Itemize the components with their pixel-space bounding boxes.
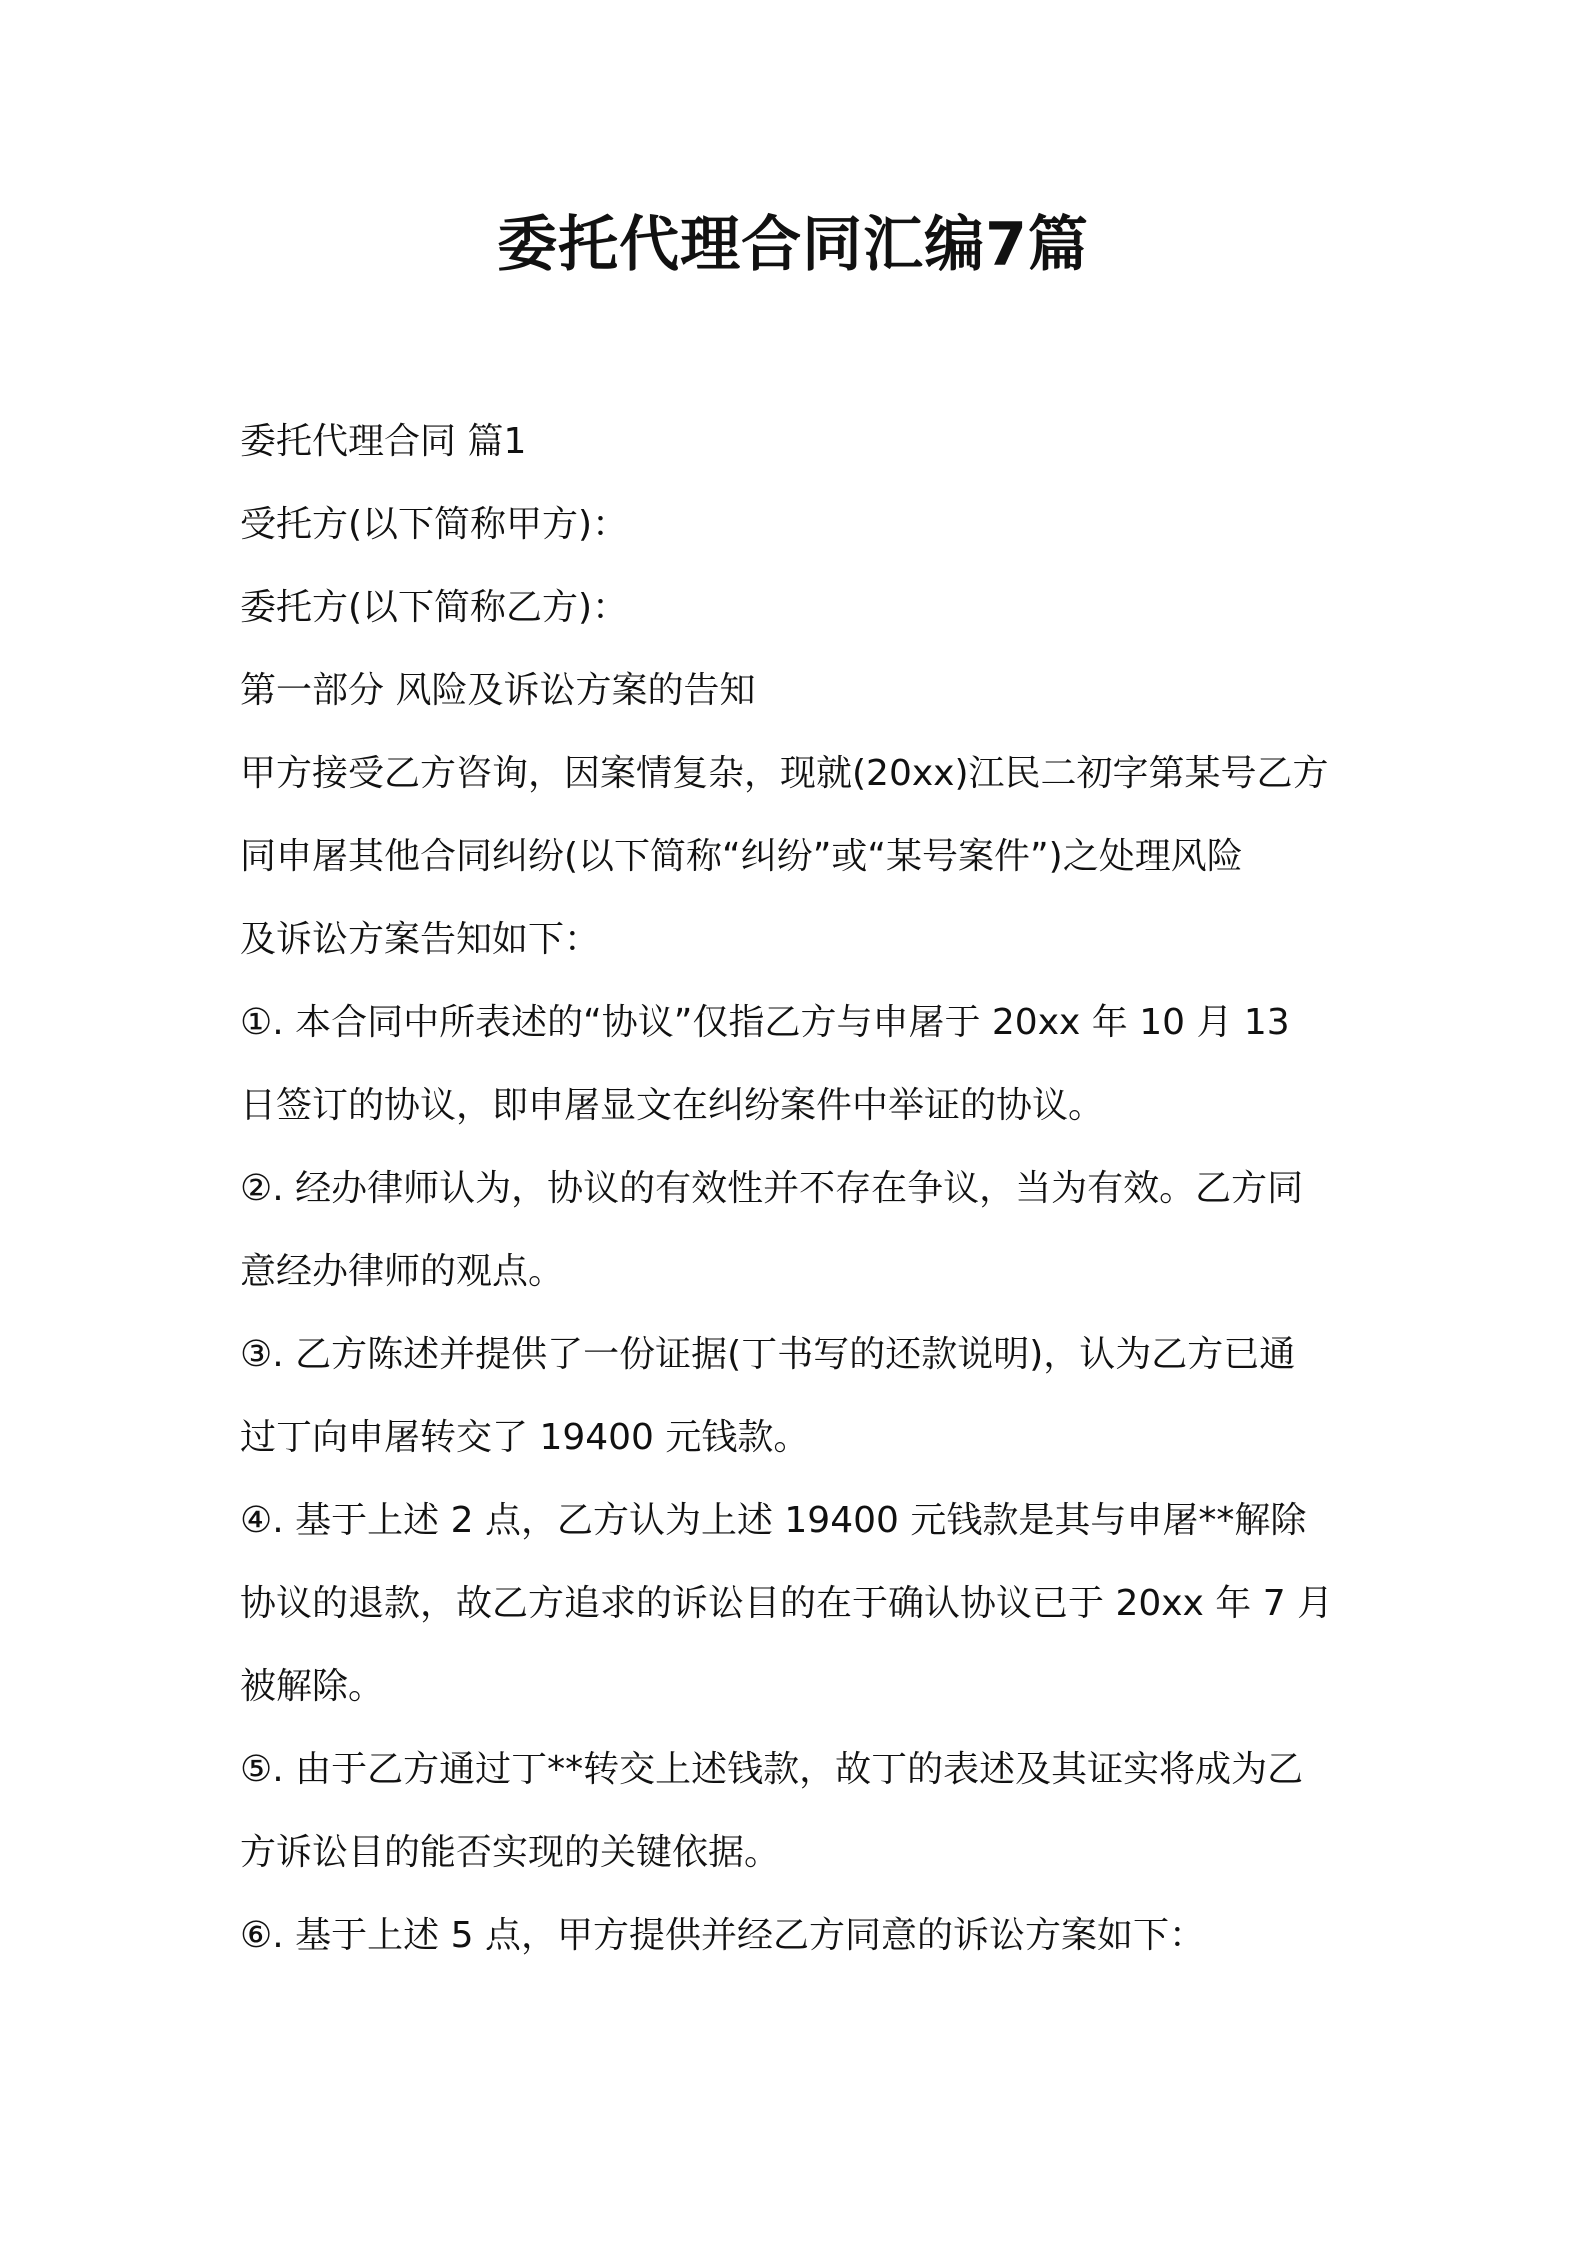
list-item-line: ⑤. 由于乙方通过丁**转交上述钱款，故丁的表述及其证实将成为乙 — [240, 1749, 1304, 1790]
section-heading: 委托代理合同 篇1 — [240, 421, 527, 462]
list-item-line: ④. 基于上述 2 点，乙方认为上述 19400 元钱款是其与申屠**解除 — [240, 1500, 1307, 1541]
list-item-2 — [240, 1147, 1360, 1313]
intro-line: 及诉讼方案告知如下： — [240, 919, 601, 960]
list-item-6 — [240, 1894, 1360, 1977]
document-title: 委托代理合同汇编7篇 — [497, 210, 1089, 280]
list-item-line: ③. 乙方陈述并提供了一份证据(丁书写的还款说明)，认为乙方已通 — [240, 1334, 1296, 1375]
list-item-line: 方诉讼目的能否实现的关键依据。 — [240, 1832, 781, 1873]
list-item-line: ⑥. 基于上述 5 点，甲方提供并经乙方同意的诉讼方案如下： — [240, 1915, 1205, 1956]
list-item-line: ①. 本合同中所表述的“协议”仅指乙方与申屠于 20xx 年 10 月 13 — [240, 1002, 1290, 1043]
part-heading: 第一部分 风险及诉讼方案的告知 — [240, 670, 756, 711]
document-body — [240, 400, 1360, 1977]
list-item-line: 协议的退款，故乙方追求的诉讼目的在于确认协议已于 20xx 年 7 月 — [240, 1583, 1334, 1624]
list-item-line: 被解除。 — [240, 1666, 385, 1707]
trustee-line: 受托方(以下简称甲方)： — [240, 504, 629, 545]
intro-paragraph — [240, 732, 1360, 981]
list-item-5 — [240, 1728, 1360, 1894]
list-item-line: 意经办律师的观点。 — [240, 1251, 565, 1292]
list-item-3 — [240, 1313, 1360, 1479]
list-item-line: 日签订的协议，即申屠显文在纠纷案件中举证的协议。 — [240, 1085, 1105, 1126]
list-item-line: ②. 经办律师认为，协议的有效性并不存在争议，当为有效。乙方同 — [240, 1168, 1304, 1209]
list-item-4 — [240, 1479, 1360, 1728]
intro-line: 同申屠其他合同纠纷(以下简称“纠纷”或“某号案件”)之处理风险 — [240, 836, 1243, 877]
list-item-line: 过丁向申屠转交了 19400 元钱款。 — [240, 1417, 810, 1458]
intro-line: 甲方接受乙方咨询，因案情复杂，现就(20xx)江民二初字第某号乙方 — [240, 753, 1329, 794]
client-line: 委托方(以下简称乙方)： — [240, 587, 629, 628]
list-item-1 — [240, 981, 1360, 1147]
